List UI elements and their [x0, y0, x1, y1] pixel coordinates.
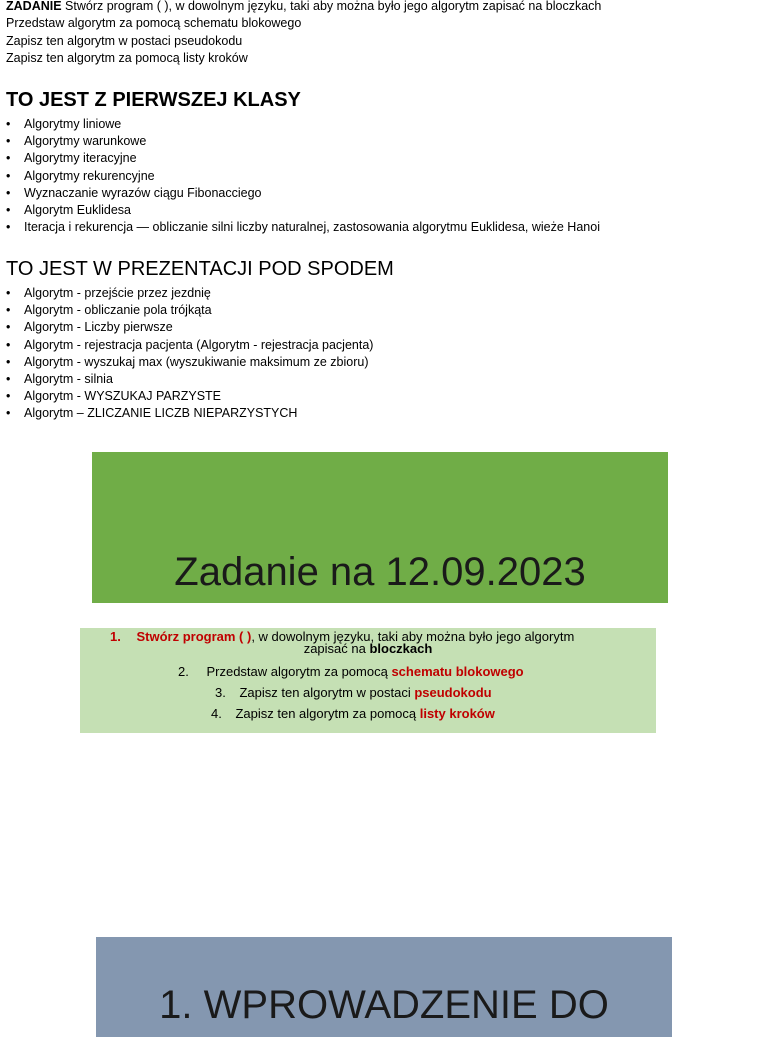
task-label: ZADANIE	[6, 0, 62, 13]
task-highlight: bloczkach	[369, 641, 433, 656]
section-heading-presentation: TO JEST W PREZENTACJI POD SPODEM	[6, 258, 394, 280]
presentation-list	[6, 285, 373, 423]
slide-title-box	[92, 452, 668, 603]
task-highlight: listy kroków	[419, 706, 495, 721]
list-item: • Algorytm Euklidesa	[6, 202, 600, 219]
task-line-2: Przedstaw algorytm za pomocą schematu blokowego	[6, 16, 302, 30]
task-highlight: Stwórz program ( )	[136, 629, 252, 644]
list-item: • Algorytm - silnia	[6, 371, 373, 388]
task-text: Zapisz ten algorytm w postaci	[239, 685, 415, 700]
list-item: • Algorytmy rekurencyjne	[6, 168, 600, 185]
task-line-4: Zapisz ten algorytm za pomocą listy kroków	[6, 51, 248, 65]
task-item-3	[215, 686, 492, 700]
task-line-3: Zapisz ten algorytm w postaci pseudokodu	[6, 34, 243, 48]
list-item: • Algorytm – ZLICZANIE LICZB NIEPARZYSTYCH	[6, 405, 373, 422]
list-item: • Algorytm - WYSZUKAJ PARZYSTE	[6, 388, 373, 405]
task-highlight: pseudokodu	[414, 685, 492, 700]
slide-title: Zadanie na 12.09.2023	[174, 550, 586, 594]
task-number: 2.	[178, 664, 189, 679]
task-item-4	[211, 707, 495, 721]
task-text: Przedstaw algorytm za pomocą	[206, 664, 392, 679]
list-item: • Iteracja i rekurencja — obliczanie silni liczby naturalnej, zastosowania algorytmu Euklidesa, wieże Hanoi	[6, 219, 600, 236]
task-description	[6, 0, 601, 15]
task-highlight: schematu blokowego	[391, 664, 524, 679]
list-item: • Algorytmy warunkowe	[6, 133, 600, 150]
task-item-1-continued	[80, 642, 656, 656]
section-title: 1. WPROWADZENIE DO	[159, 983, 609, 1027]
task-number: 4.	[211, 706, 222, 721]
task-item-2	[178, 665, 524, 679]
list-item: • Algorytm - rejestracja pacjenta (Algorytm - rejestracja pacjenta)	[6, 337, 373, 354]
list-item: • Algorytm - obliczanie pola trójkąta	[6, 302, 373, 319]
task-text: , w dowolnym języku, taki aby można było jego algorytm	[251, 629, 575, 644]
section-title-box	[96, 937, 672, 1037]
list-item: • Algorytmy liniowe	[6, 116, 600, 133]
task-list-box	[80, 628, 656, 733]
list-item: • Wyznaczanie wyrazów ciągu Fibonacciego	[6, 185, 600, 202]
task-number: 3.	[215, 685, 226, 700]
list-item: • Algorytm - przejście przez jezdnię	[6, 285, 373, 302]
task-number: 1.	[110, 629, 121, 644]
list-item: • Algorytm - wyszukaj max (wyszukiwanie maksimum ze zbioru)	[6, 354, 373, 371]
first-class-list	[6, 116, 600, 236]
section-heading-first-class: TO JEST Z PIERWSZEJ KLASY	[6, 89, 301, 111]
task-text: Zapisz ten algorytm za pomocą	[235, 706, 420, 721]
list-item: • Algorytmy iteracyjne	[6, 150, 600, 167]
task-text: zapisać na	[303, 641, 370, 656]
task-text: Stwórz program ( ), w dowolnym języku, taki aby można było jego algorytm zapisać na bloczkach	[61, 0, 602, 13]
list-item: • Algorytm - Liczby pierwsze	[6, 319, 373, 336]
